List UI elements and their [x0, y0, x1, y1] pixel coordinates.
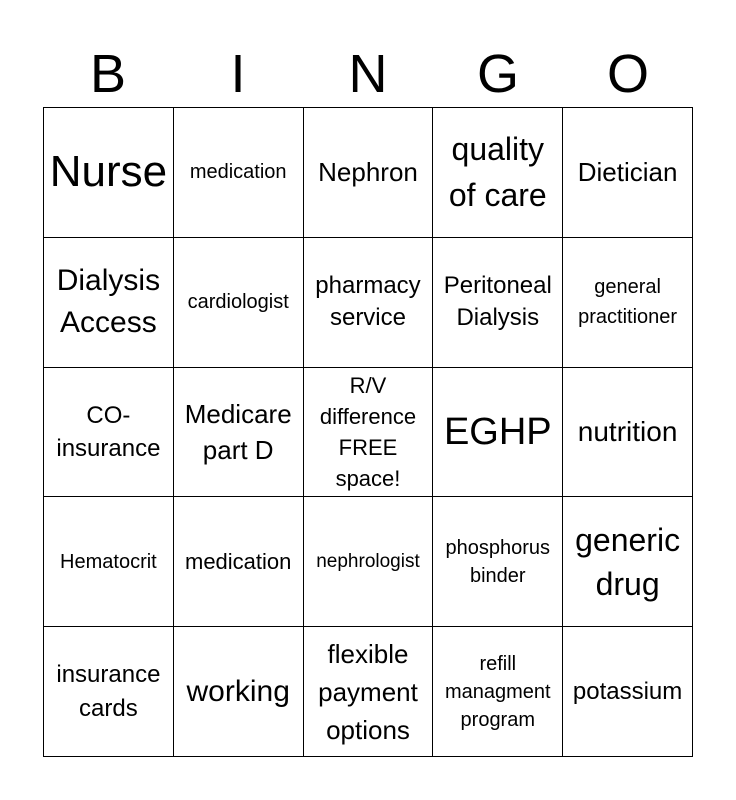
bingo-cell-r2-c4[interactable] [563, 368, 693, 498]
cell-text: medication [189, 161, 287, 184]
bingo-cell-r4-c2[interactable] [304, 627, 434, 757]
bingo-cell-r4-c4[interactable] [563, 627, 693, 757]
cell-text: working [186, 674, 290, 708]
cell-text: Nephron [318, 157, 418, 188]
cell-text: quality of care [448, 131, 547, 214]
bingo-cell-r3-c4[interactable] [563, 497, 693, 627]
cell-text: R/V difference FREE space! [319, 372, 417, 491]
bingo-cell-r1-c1[interactable] [174, 238, 304, 368]
bingo-cell-r4-c1[interactable] [174, 627, 304, 757]
bingo-cell-r1-c3[interactable] [433, 238, 563, 368]
header-letter-i: I [230, 44, 246, 104]
bingo-cell-r1-c2[interactable] [304, 238, 434, 368]
cell-text: pharmacy service [315, 272, 421, 332]
bingo-cell-r2-c0[interactable] [44, 368, 174, 498]
cell-text: Peritoneal Dialysis [443, 272, 552, 332]
header-letter-n: N [348, 44, 388, 104]
bingo-cell-r1-c4[interactable] [563, 238, 693, 368]
bingo-cell-r0-c4[interactable] [563, 108, 693, 238]
cell-text: CO- insurance [56, 401, 161, 462]
cell-text: potassium [572, 678, 683, 706]
cell-text: Hematocrit [60, 550, 157, 573]
bingo-cell-r2-c1[interactable] [174, 368, 304, 498]
bingo-header [43, 40, 693, 108]
cell-text: nephrologist [316, 551, 420, 573]
bingo-cell-r2-c2[interactable] [304, 368, 434, 498]
cell-text: EGHP [443, 410, 552, 453]
cell-text: Medicare part D [184, 398, 292, 465]
bingo-cell-r4-c0[interactable] [44, 627, 174, 757]
bingo-cell-r3-c0[interactable] [44, 497, 174, 627]
header-letter-g: G [476, 44, 519, 104]
cell-text: cardiologist [187, 291, 289, 314]
cell-text: Dietician [577, 157, 678, 188]
cell-text: phosphorus binder [445, 536, 551, 587]
header-letter-b: B [89, 44, 127, 104]
cell-text: general practitioner [578, 276, 678, 329]
bingo-cell-r4-c3[interactable] [433, 627, 563, 757]
cell-text: Dialysis Access [56, 264, 161, 340]
bingo-cell-r3-c2[interactable] [304, 497, 434, 627]
header-letter-o: O [606, 44, 649, 104]
bingo-board [43, 107, 693, 757]
cell-text: Nurse [49, 147, 168, 197]
cell-text: medication [185, 549, 292, 575]
cell-text: flexible payment options [318, 638, 418, 745]
bingo-cell-r3-c1[interactable] [174, 497, 304, 627]
bingo-cell-r0-c3[interactable] [433, 108, 563, 238]
bingo-cell-r2-c3[interactable] [433, 368, 563, 498]
bingo-cell-r1-c0[interactable] [44, 238, 174, 368]
cell-text: insurance cards [56, 660, 161, 722]
cell-text: nutrition [577, 415, 678, 447]
cell-text: generic drug [575, 521, 681, 602]
bingo-cell-r0-c2[interactable] [304, 108, 434, 238]
cell-text: refill managment program [444, 652, 551, 731]
bingo-cell-r3-c3[interactable] [433, 497, 563, 627]
bingo-cell-r0-c1[interactable] [174, 108, 304, 238]
bingo-cell-r0-c0[interactable] [44, 108, 174, 238]
